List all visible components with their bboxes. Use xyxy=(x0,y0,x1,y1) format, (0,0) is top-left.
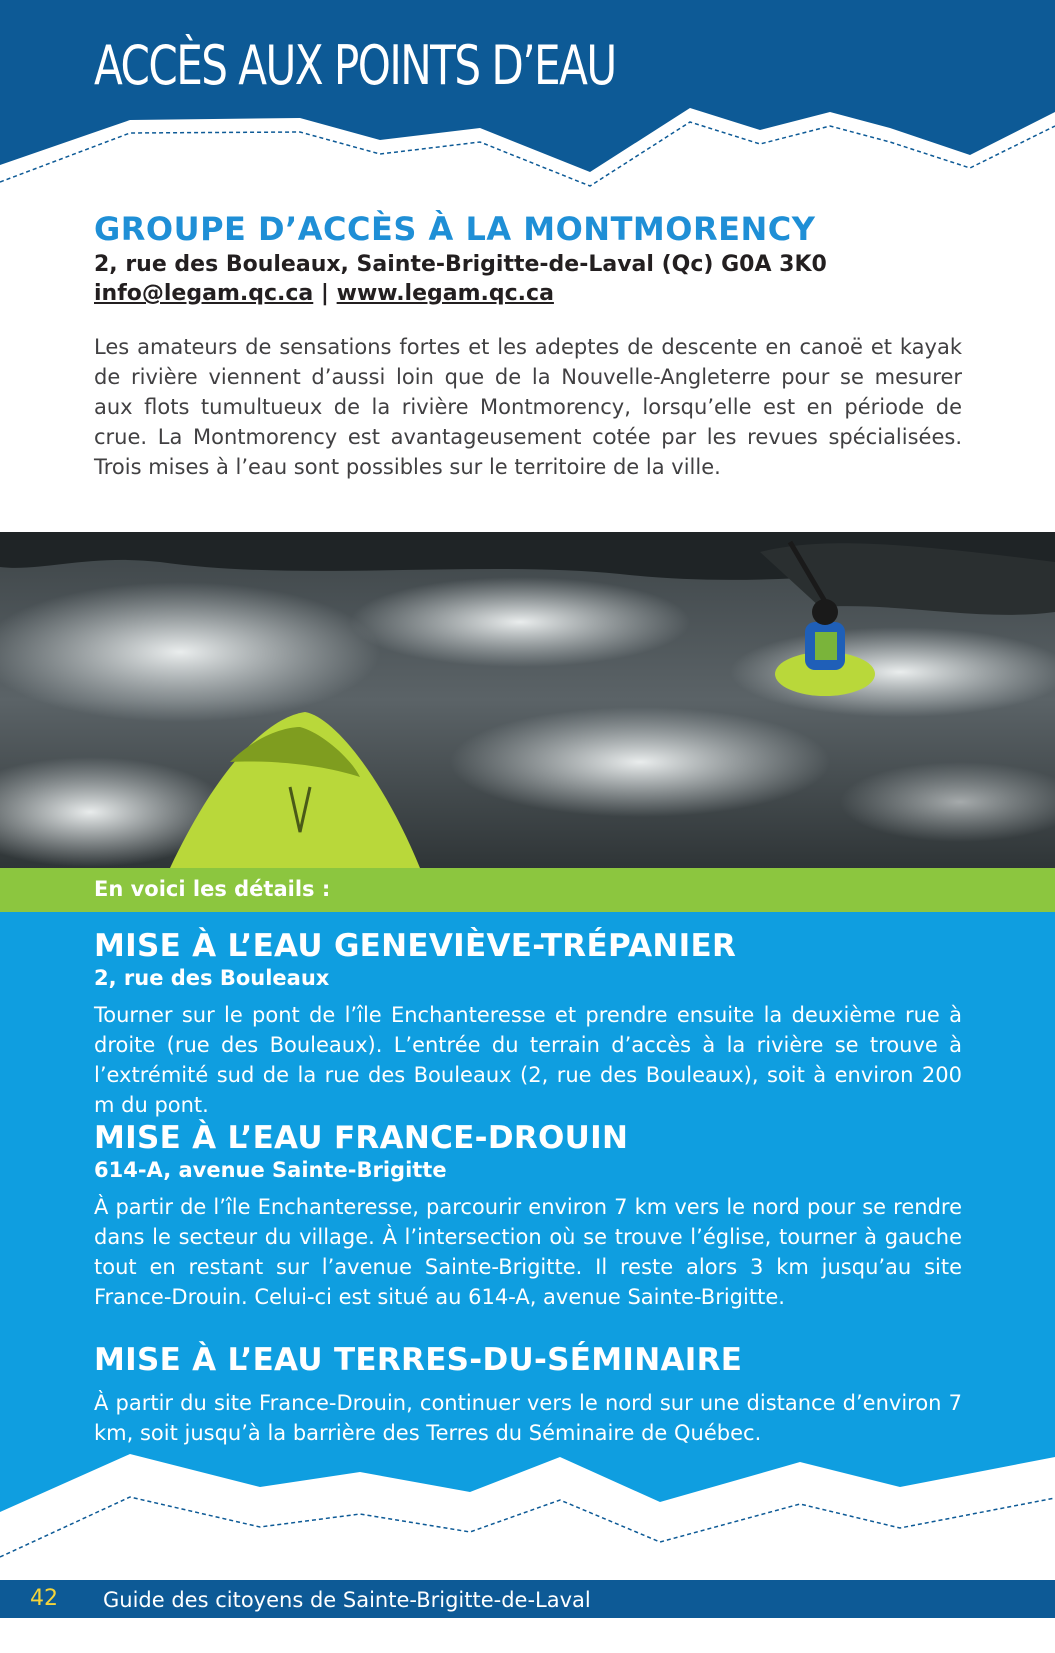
section-text: À partir de l’île Enchanteresse, parcourir environ 7 km vers le nord pour se rendre dans le secteur du village. À l’intersection où se trouve l’église, tourner à gauche tout en restant sur l’avenue Sainte-Brigitte. Il reste alors 3 km jusqu’au site France-Drouin. Celui-ci est situé au 614-A, avenue Sainte-Brigitte. xyxy=(94,1195,962,1309)
section-address: 2, rue des Bouleaux xyxy=(94,966,330,990)
organization-contact xyxy=(94,281,964,306)
intro-paragraph: Les amateurs de sensations fortes et les adeptes de descente en canoë et kayak de rivière viennent d’aussi loin que de la Nouvelle-Angleterre pour se mesurer aux flots tumultueux de la rivière Montmorency, lorsqu’elle est en période de crue. La Montmorency est avantageusement cotée par les revues spécialisées. Trois mises à l’eau sont possibles sur le territoire de la ville. xyxy=(94,335,962,479)
section-text: Tourner sur le pont de l’île Enchanteresse et prendre ensuite la deuxième rue à droite (rue des Bouleaux). L’entrée du terrain d’accès à la rivière se trouve à l’extrémité sud de la rue des Bouleaux (2, rue des Bouleaux), soit à environ 200 m du pont. xyxy=(94,1003,962,1117)
organization-block xyxy=(94,210,964,306)
launch-site-terres-du-seminaire xyxy=(94,1342,962,1448)
mountain-header-graphic xyxy=(0,0,1055,200)
launch-sites-section xyxy=(0,912,1055,1580)
kayaking-photo xyxy=(0,532,1055,868)
website-link[interactable]: www.legam.qc.ca xyxy=(336,281,554,306)
email-link[interactable]: info@legam.qc.ca xyxy=(94,281,314,306)
page-footer xyxy=(0,1580,1055,1618)
section-title: MISE À L’EAU TERRES-DU-SÉMINAIRE xyxy=(94,1342,743,1378)
section-title: MISE À L’EAU FRANCE-DROUIN xyxy=(94,1120,629,1156)
page-number: 42 xyxy=(30,1586,58,1611)
page-title: ACCÈS AUX POINTS D’EAU xyxy=(94,34,616,97)
launch-site-france-drouin xyxy=(94,1120,962,1312)
section-address: 614-A, avenue Sainte-Brigitte xyxy=(94,1158,447,1182)
mountain-footer-graphic xyxy=(0,1432,1055,1582)
organization-name: GROUPE D’ACCÈS À LA MONTMORENCY xyxy=(94,210,816,248)
details-band xyxy=(0,868,1055,912)
launch-site-genevieve-trepanier xyxy=(94,928,962,1120)
page-header xyxy=(0,0,1055,200)
section-title: MISE À L’EAU GENEVIÈVE-TRÉPANIER xyxy=(94,928,737,964)
details-label: En voici les détails : xyxy=(94,877,331,901)
section-text: À partir du site France-Drouin, continuer vers le nord sur une distance d’environ 7 km, soit jusqu’à la barrière des Terres du Séminaire de Québec. xyxy=(94,1391,962,1445)
contact-separator: | xyxy=(313,281,337,306)
organization-address: 2, rue des Bouleaux, Sainte-Brigitte-de-Laval (Qc) G0A 3K0 xyxy=(94,252,827,277)
footer-text: Guide des citoyens de Sainte-Brigitte-de-Laval xyxy=(103,1588,591,1612)
